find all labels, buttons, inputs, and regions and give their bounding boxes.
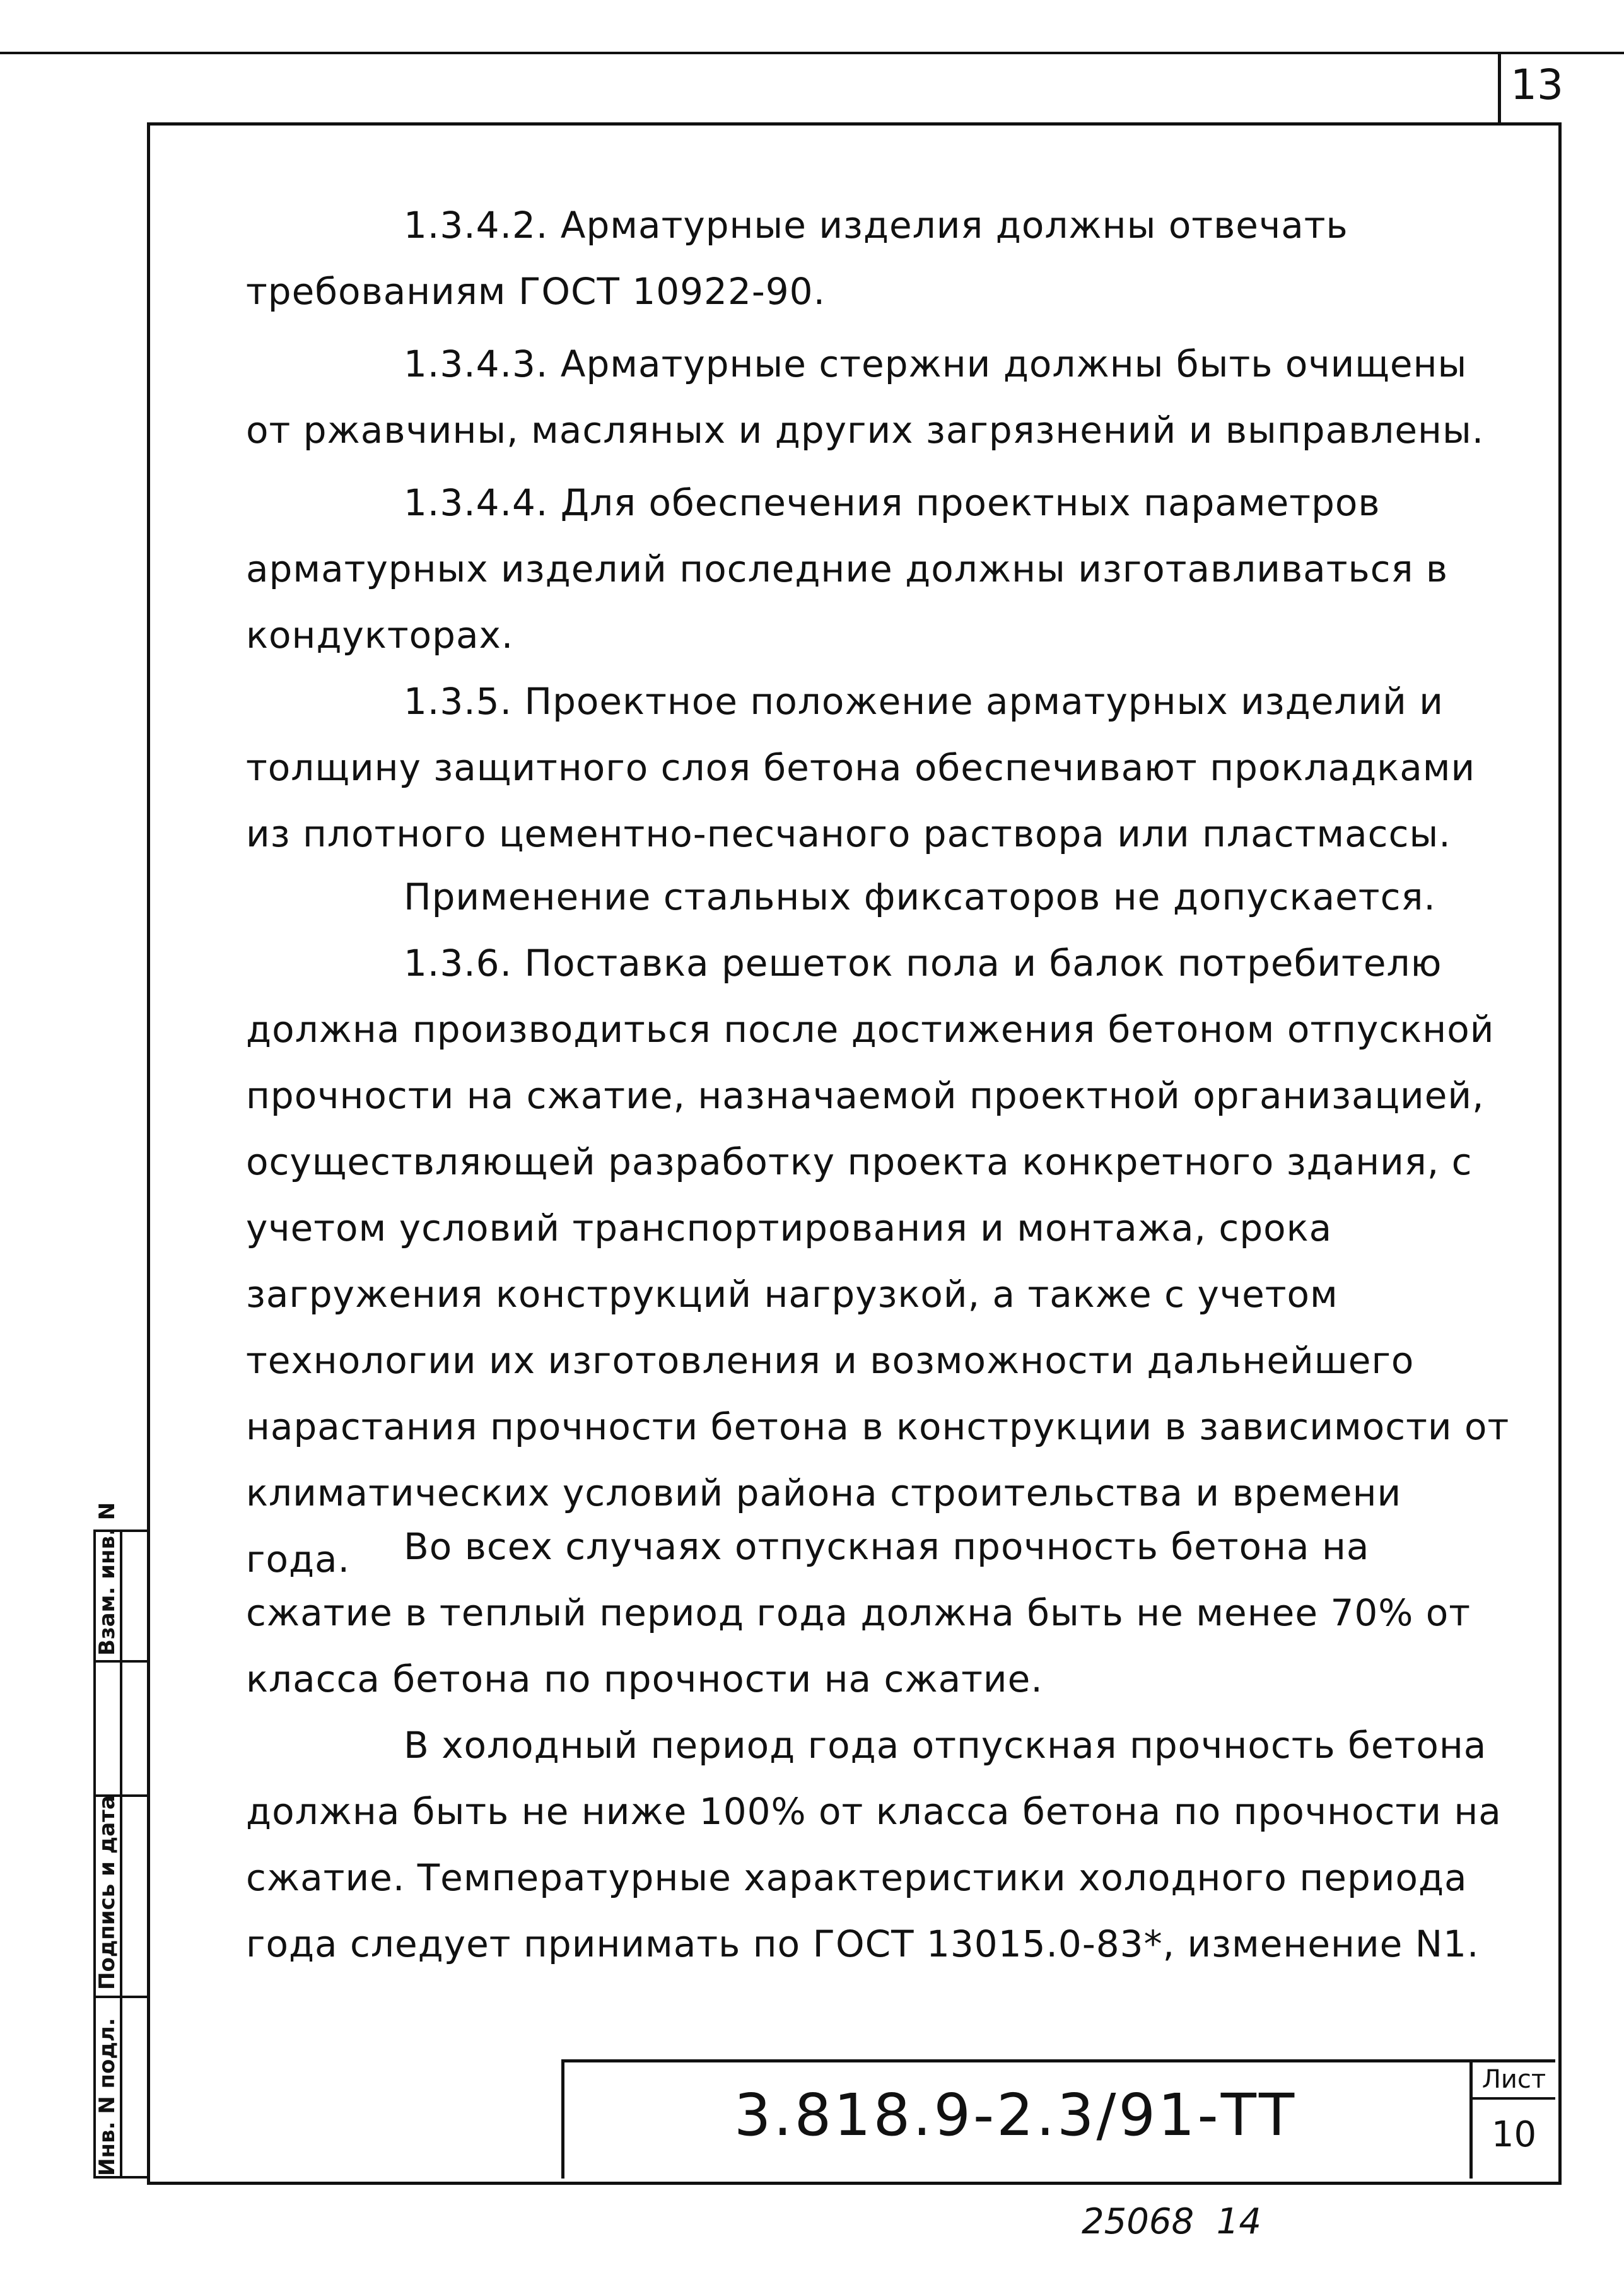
sheet-number: 10 — [1491, 2114, 1537, 2155]
top-rule — [0, 52, 1624, 54]
paragraph-warm-period: Во всех случаях отпускная прочность бетона на сжатие в теплый период года должна быть не менее 70% от класса бетона по прочности на сжатие. — [246, 1525, 1471, 1700]
footer-handwritten-number: 25068 14 — [1082, 2201, 1262, 2242]
side-stamp-row-4 — [93, 1996, 147, 1998]
title-block-sheet-divider — [1469, 2097, 1555, 2100]
side-label-podpis: Подпись и дата — [95, 1795, 120, 1990]
paragraph-1-3-4-2: 1.3.4.2. Арматурные изделия должны отвечать требованиям ГОСТ 10922-90. — [246, 204, 1348, 313]
paragraph-1-3-5: 1.3.5. Проектное положение арматурных изделий и толщину защитного слоя бетона обеспечивают прокладками из плотного цементно-песчаного раствора или пластмассы. — [246, 680, 1476, 855]
paragraph-1-3-4-4: 1.3.4.4. Для обеспечения проектных параметров арматурных изделий последние должны изготавливаться в кондукторах. — [246, 481, 1449, 657]
side-stamp-col-divider — [120, 1530, 122, 2179]
paragraph-1-3-4-3: 1.3.4.3. Арматурные стержни должны быть очищены от ржавчины, масляных и других загрязнений и выправлены. — [246, 342, 1485, 452]
title-block-top — [561, 2059, 1555, 2062]
document-code: 3.818.9-2.3/91-ТТ — [733, 2081, 1297, 2149]
paragraph-fixators: Применение стальных фиксаторов не допускается. — [404, 875, 1436, 918]
corner-page-number: 13 — [1510, 61, 1563, 109]
side-label-inv-podl: Инв. N подл. — [95, 2018, 120, 2176]
paragraph-1-3-6: 1.3.6. Поставка решеток пола и балок потребителю должна производиться после достижения бетоном отпускной прочности на сжатие, назначаемой проектной организацией, осуществляющей разработку проекта конкретного здания, с учетом условий транспортирования и монтажа, срока загружения конструкций нагрузкой, а также с учетом технологии их изготовления и возможности дальнейшего нарастания прочности бетона в конструкции в зависимости от климатических условий района строительства и времени года. — [246, 942, 1510, 1581]
corner-box-left — [1498, 52, 1501, 124]
sheet-label: Лист — [1481, 2065, 1546, 2094]
side-label-vzam: Взам. инв. N — [95, 1502, 120, 1656]
paragraph-cold-period: В холодный период года отпускная прочность бетона должна быть не ниже 100% от класса бетона по прочности на сжатие. Температурные характеристики холодного периода года следует принимать по ГОСТ 13015.0-83*, изменение N1. — [246, 1724, 1502, 1965]
side-stamp-row-2 — [93, 1660, 147, 1663]
